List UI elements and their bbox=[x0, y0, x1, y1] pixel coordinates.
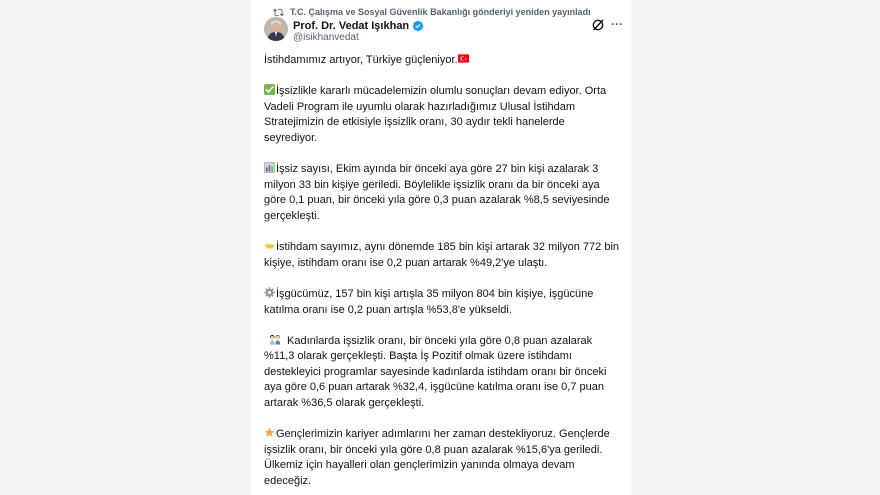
tweet-paragraph: İşsizlikle kararlı mücadelemizin olumlu sonuçları devam ediyor. Orta Vadeli Program ile uyumlu olarak hazırladığımız Ulusal İstihdam Stratejimizin de etkisiyle işsizlik oranı, 30 aydır tekli hanelerde seyrediyor. bbox=[264, 85, 607, 144]
tweet-card[interactable] bbox=[251, 0, 631, 495]
turkey-flag-icon bbox=[458, 53, 469, 64]
avatar-image bbox=[264, 17, 288, 41]
repost-icon bbox=[273, 7, 284, 18]
women-icon bbox=[264, 334, 286, 345]
tweet-paragraph: İstihdamımız artıyor, Türkiye güçleniyor. bbox=[264, 53, 619, 69]
repost-text: T.C. Çalışma ve Sosyal Güvenlik Bakanlığı gönderiyi yeniden yayınladı bbox=[290, 7, 591, 17]
author-name[interactable]: Prof. Dr. Vedat Işıkhan bbox=[293, 20, 410, 32]
gear-icon bbox=[264, 287, 275, 298]
check-mark-icon bbox=[264, 84, 275, 95]
avatar[interactable] bbox=[264, 17, 288, 41]
tweet-text bbox=[264, 53, 619, 490]
more-options-icon[interactable]: ··· bbox=[611, 17, 623, 31]
grok-icon[interactable] bbox=[590, 17, 606, 33]
star-icon bbox=[264, 427, 275, 438]
tweet-paragraph: Kadınlarda işsizlik oranı, bir önceki yıla göre 0,8 puan azalarak %11,3 olarak gerçekleşti. Başta İş Pozitif olmak üzere istihdamı destekleyici programlar sayesinde kadınlarda istihdam oranı bir önceki aya göre 0,6 puan artarak %32,4, işgücüne katılma oranı ise 0,7 puan artarak %36,5 olarak gerçekleşti. bbox=[264, 334, 607, 410]
tweet-paragraph: İşsiz sayısı, Ekim ayında bir önceki aya göre 27 bin kişi azalarak 3 milyon 33 bin kişiye geriledi. Böylelikle işsizlik oranı da bir önceki aya göre 0,1 puan, bir önceki yıla göre 0,3 puan azalarak %8,5 seviyesinde gerçekleşti. bbox=[264, 163, 610, 222]
bar-chart-icon bbox=[264, 162, 275, 173]
handshake-icon bbox=[264, 240, 275, 251]
verified-badge-icon bbox=[412, 20, 424, 32]
repost-indicator[interactable] bbox=[273, 5, 591, 19]
author-handle[interactable]: @isikhanvedat bbox=[293, 32, 359, 43]
tweet-paragraph: Gençlerimizin kariyer adımlarını her zaman destekliyoruz. Gençlerde işsizlik oranı, bir önceki yıla göre 0,8 puan azalarak %15,6'ya geriledi. Ülkemiz için hayalleri olan gençlerimizin yanında olmaya devam edeceğiz. bbox=[264, 428, 610, 488]
tweet-paragraph: İstihdam sayımız, aynı dönemde 185 bin kişi artarak 32 milyon 772 bin kişiye, istihdam oranı ise 0,2 puan artarak %49,2'ye ulaştı. bbox=[264, 241, 620, 269]
tweet-paragraph: İşgücümüz, 157 bin kişi artışla 35 milyon 804 bin kişiye, işgücüne katılma oranı ise 0,2 puan artışla %53,8'e yükseldi. bbox=[264, 287, 594, 316]
